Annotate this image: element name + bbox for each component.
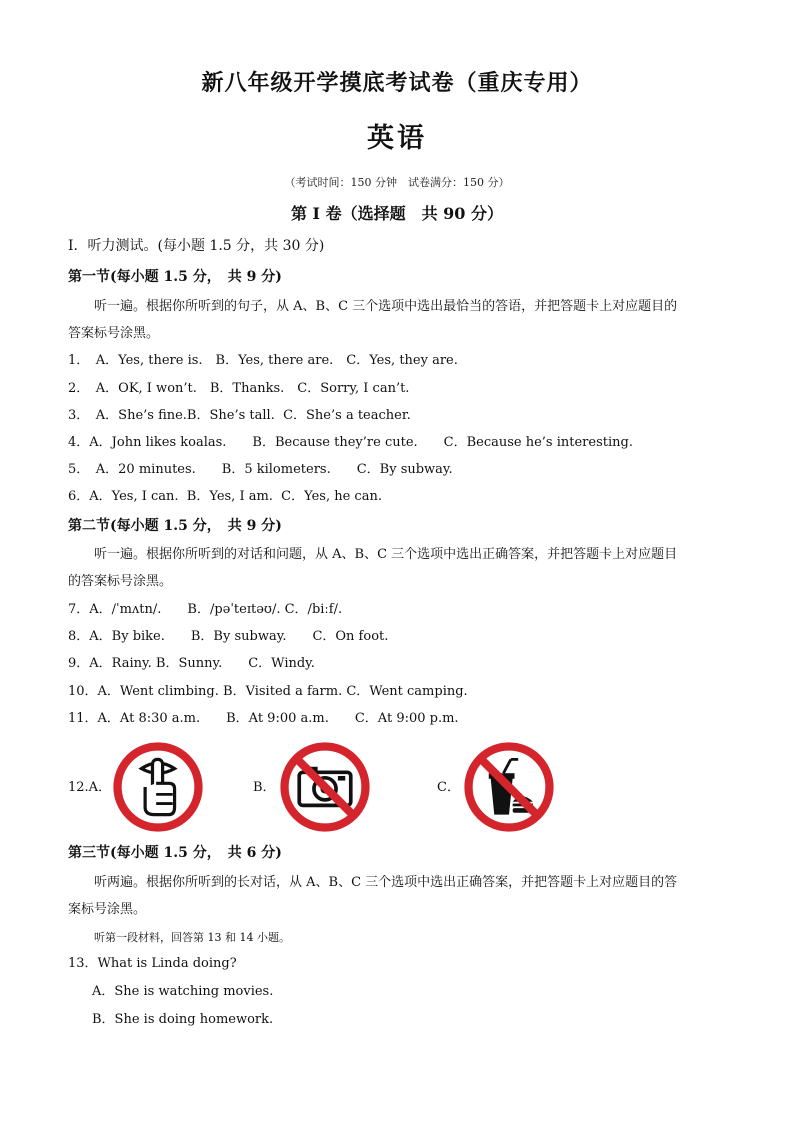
question-13: 13．What is Linda doing?: [68, 956, 237, 971]
section2-instruction-cont: 的答案标号涂黑。: [68, 574, 173, 589]
question-12-label-b: B．: [253, 780, 276, 795]
section2-heading: 第二节(每小题 1.5 分， 共 9 分): [68, 518, 282, 534]
question-9: 9．A．Rainy. B．Sunny. C．Windy.: [68, 656, 315, 671]
no-photography-sign-icon: [279, 741, 371, 833]
no-food-drink-sign-icon: [463, 741, 555, 833]
section3-instruction-cont: 案标号涂黑。: [68, 902, 147, 917]
section2-instruction: 听一遍。根据你所听到的对话和问题，从 A、B、C 三个选项中选出正确答案，并把答题卡上对应题目: [94, 547, 678, 562]
question-4: 4．A．John likes koalas. B．Because they’re cute. C．Because he’s interesting.: [68, 435, 633, 450]
question-2: 2． A．OK, I won’t. B．Thanks. C．Sorry, I can’t.: [68, 381, 410, 396]
section1-instruction-cont: 答案标号涂黑。: [68, 326, 160, 341]
section3-instruction: 听两遍。根据你所听到的长对话，从 A、B、C 三个选项中选出正确答案，并把答题卡上对应题目的答: [94, 875, 678, 890]
question-11: 11．A．At 8:30 a.m. B．At 9:00 a.m. C．At 9:00 p.m.: [68, 711, 459, 726]
no-talking-sign-icon: [112, 741, 204, 833]
material-note: 听第一段材料，回答第 13 和 14 小题。: [94, 931, 290, 944]
section1-heading: 第一节(每小题 1.5 分， 共 9 分): [68, 269, 282, 285]
subject-title: 英语: [367, 123, 427, 154]
question-10: 10．A．Went climbing. B．Visited a farm. C．Went camping.: [68, 684, 468, 699]
exam-title: 新八年级开学摸底考试卷（重庆专用）: [201, 70, 593, 96]
section3-heading: 第三节(每小题 1.5 分， 共 6 分): [68, 845, 282, 861]
question-6: 6．A．Yes, I can. B．Yes, I am. C．Yes, he can.: [68, 489, 382, 504]
question-12-label-c: C．: [437, 780, 460, 795]
exam-meta: （考试时间：150 分钟 试卷满分：150 分）: [284, 176, 510, 189]
question-1: 1． A．Yes, there is. B．Yes, there are. C．Yes, they are.: [68, 353, 458, 368]
question-5: 5． A．20 minutes. B．5 kilometers. C．By subway.: [68, 462, 453, 477]
question-7: 7．A．/ˈmʌtn/. B．/pəˈteɪtəʊ/. C．/biːf/.: [68, 602, 343, 617]
question-13-option-b: B．She is doing homework.: [92, 1012, 274, 1027]
volume-heading: 第 I 卷（选择题 共 90 分）: [290, 204, 504, 223]
question-13-option-a: A．She is watching movies.: [92, 984, 274, 999]
section1-instruction: 听一遍。根据你所听到的句子，从 A、B、C 三个选项中选出最恰当的答语，并把答题卡上对应题目的: [94, 299, 678, 314]
part1-heading: Ⅰ．听力测试。(每小题 1.5 分，共 30 分): [68, 238, 325, 254]
question-3: 3． A．She’s fine.B．She’s tall. C．She’s a teacher.: [68, 408, 411, 423]
question-8: 8．A．By bike. B．By subway. C．On foot.: [68, 629, 389, 644]
question-12-label-a: 12.A．: [68, 780, 112, 795]
